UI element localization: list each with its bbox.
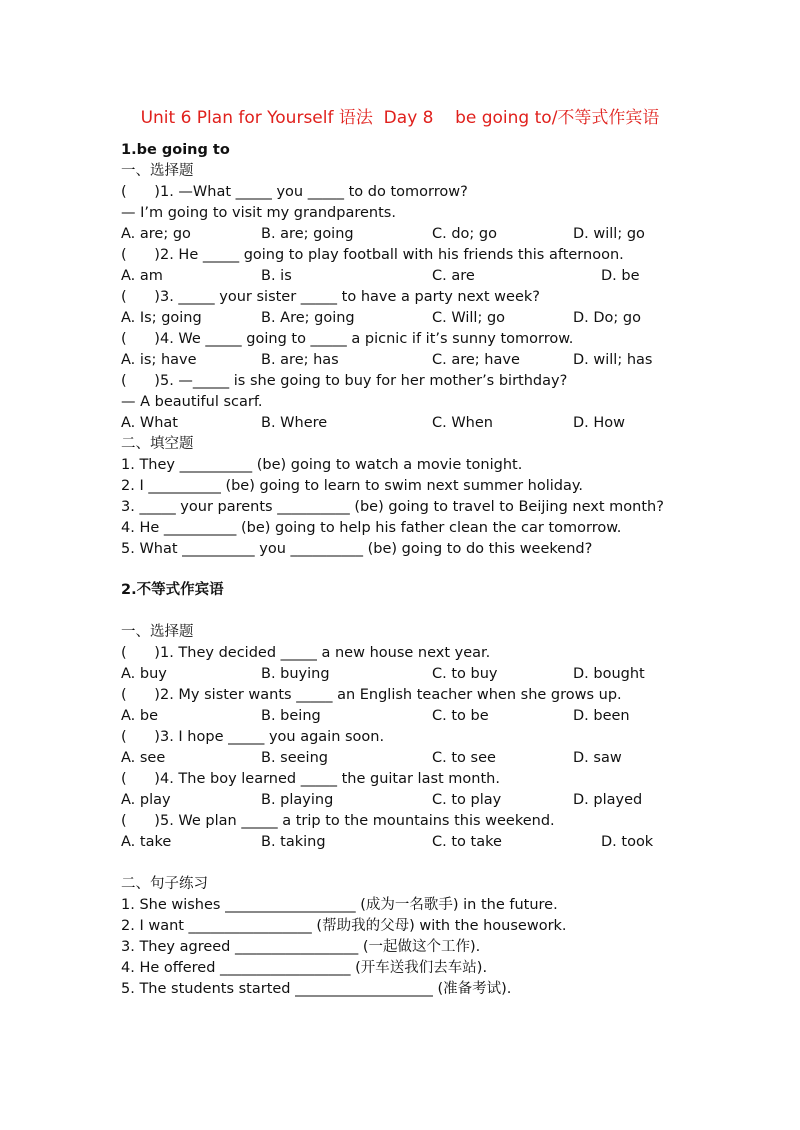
option-a: A. play [121,792,171,808]
s2-sentence-1: 1. She wishes __________________ (成为一名歌手) in the future. [121,897,558,913]
s2-q1-stem: ( )1. They decided _____ a new house next year. [121,645,491,661]
section1-part2-title: 二、填空题 [121,436,194,452]
option-c: C. to play [432,792,502,808]
option-d: D. Do; go [573,310,641,326]
s1-q5-options [0,413,800,433]
option-a: A. take [121,834,172,850]
option-b: B. are; going [261,226,354,242]
s2-q5-stem: ( )5. We plan _____ a trip to the mountains this weekend. [121,813,555,829]
option-a: A. What [121,415,178,431]
section2-part1-title: 一、选择题 [121,624,194,640]
option-c: C. to see [432,750,496,766]
option-b: B. are; has [261,352,339,368]
option-d: D. took [601,834,654,850]
s2-q3-stem: ( )3. I hope _____ you again soon. [121,729,385,745]
option-a: A. Is; going [121,310,202,326]
s1-fill-1: 1. They __________ (be) going to watch a movie tonight. [121,457,523,473]
s2-q5-options [0,832,800,852]
s2-q1-options [0,664,800,684]
s1-fill-4: 4. He __________ (be) going to help his father clean the car tomorrow. [121,520,622,536]
section1-part1-title: 一、选择题 [121,163,194,179]
s2-sentence-5: 5. The students started ___________________ (准备考试). [121,981,512,997]
s1-q3-options [0,308,800,328]
option-b: B. buying [261,666,330,682]
s2-q3-options [0,748,800,768]
s1-q1-options [0,224,800,244]
page-title: Unit 6 Plan for Yourself 语法 Day 8 be going to/不等式作宾语 [140,108,660,128]
option-d: D. bought [573,666,645,682]
option-c: C. are [432,268,475,284]
s2-sentence-3: 3. They agreed _________________ (一起做这个工作). [121,939,481,955]
s2-sentence-4: 4. He offered __________________ (开车送我们去车站). [121,960,488,976]
s2-q4-stem: ( )4. The boy learned _____ the guitar last month. [121,771,500,787]
s1-q4-stem: ( )4. We _____ going to _____ a picnic if it’s sunny tomorrow. [121,331,574,347]
option-b: B. playing [261,792,334,808]
s1-q2-stem: ( )2. He _____ going to play football with his friends this afternoon. [121,247,624,263]
option-d: D. played [573,792,643,808]
s1-q5-extra: — A beautiful scarf. [121,394,263,410]
option-c: C. to take [432,834,502,850]
s1-fill-5: 5. What __________ you __________ (be) going to do this weekend? [121,541,593,557]
option-d: D. will; has [573,352,653,368]
option-d: D. be [601,268,640,284]
s2-sentence-2: 2. I want _________________ (帮助我的父母) with the housework. [121,918,567,934]
option-a: A. am [121,268,163,284]
option-d: D. How [573,415,626,431]
option-b: B. being [261,708,321,724]
option-b: B. Where [261,415,328,431]
s1-q2-options [0,266,800,286]
s1-q1-stem: ( )1. —What _____ you _____ to do tomorrow? [121,184,468,200]
s2-q2-options [0,706,800,726]
option-d: D. will; go [573,226,645,242]
option-c: C. to be [432,708,489,724]
option-c: C. When [432,415,493,431]
s1-q1-extra: — I’m going to visit my grandparents. [121,205,396,221]
s2-q2-stem: ( )2. My sister wants _____ an English teacher when she grows up. [121,687,622,703]
option-b: B. seeing [261,750,328,766]
option-c: C. are; have [432,352,520,368]
option-a: A. see [121,750,166,766]
s1-q4-options [0,350,800,370]
s1-q3-stem: ( )3. _____ your sister _____ to have a party next week? [121,289,540,305]
s2-q4-options [0,790,800,810]
option-d: D. been [573,708,630,724]
option-c: C. Will; go [432,310,506,326]
option-a: A. be [121,708,159,724]
section2-part2-title: 二、句子练习 [121,876,208,892]
option-a: A. are; go [121,226,191,242]
option-c: C. do; go [432,226,497,242]
s1-fill-3: 3. _____ your parents __________ (be) going to travel to Beijing next month? [121,499,664,515]
option-b: B. taking [261,834,326,850]
section1-heading: 1.be going to [121,142,230,158]
option-b: B. Are; going [261,310,355,326]
section2-heading: 2.不等式作宾语 [121,582,224,598]
option-a: A. is; have [121,352,197,368]
s1-fill-2: 2. I __________ (be) going to learn to swim next summer holiday. [121,478,583,494]
s1-q5-stem: ( )5. —_____ is she going to buy for her mother’s birthday? [121,373,568,389]
option-c: C. to buy [432,666,498,682]
option-d: D. saw [573,750,622,766]
option-b: B. is [261,268,292,284]
option-a: A. buy [121,666,167,682]
